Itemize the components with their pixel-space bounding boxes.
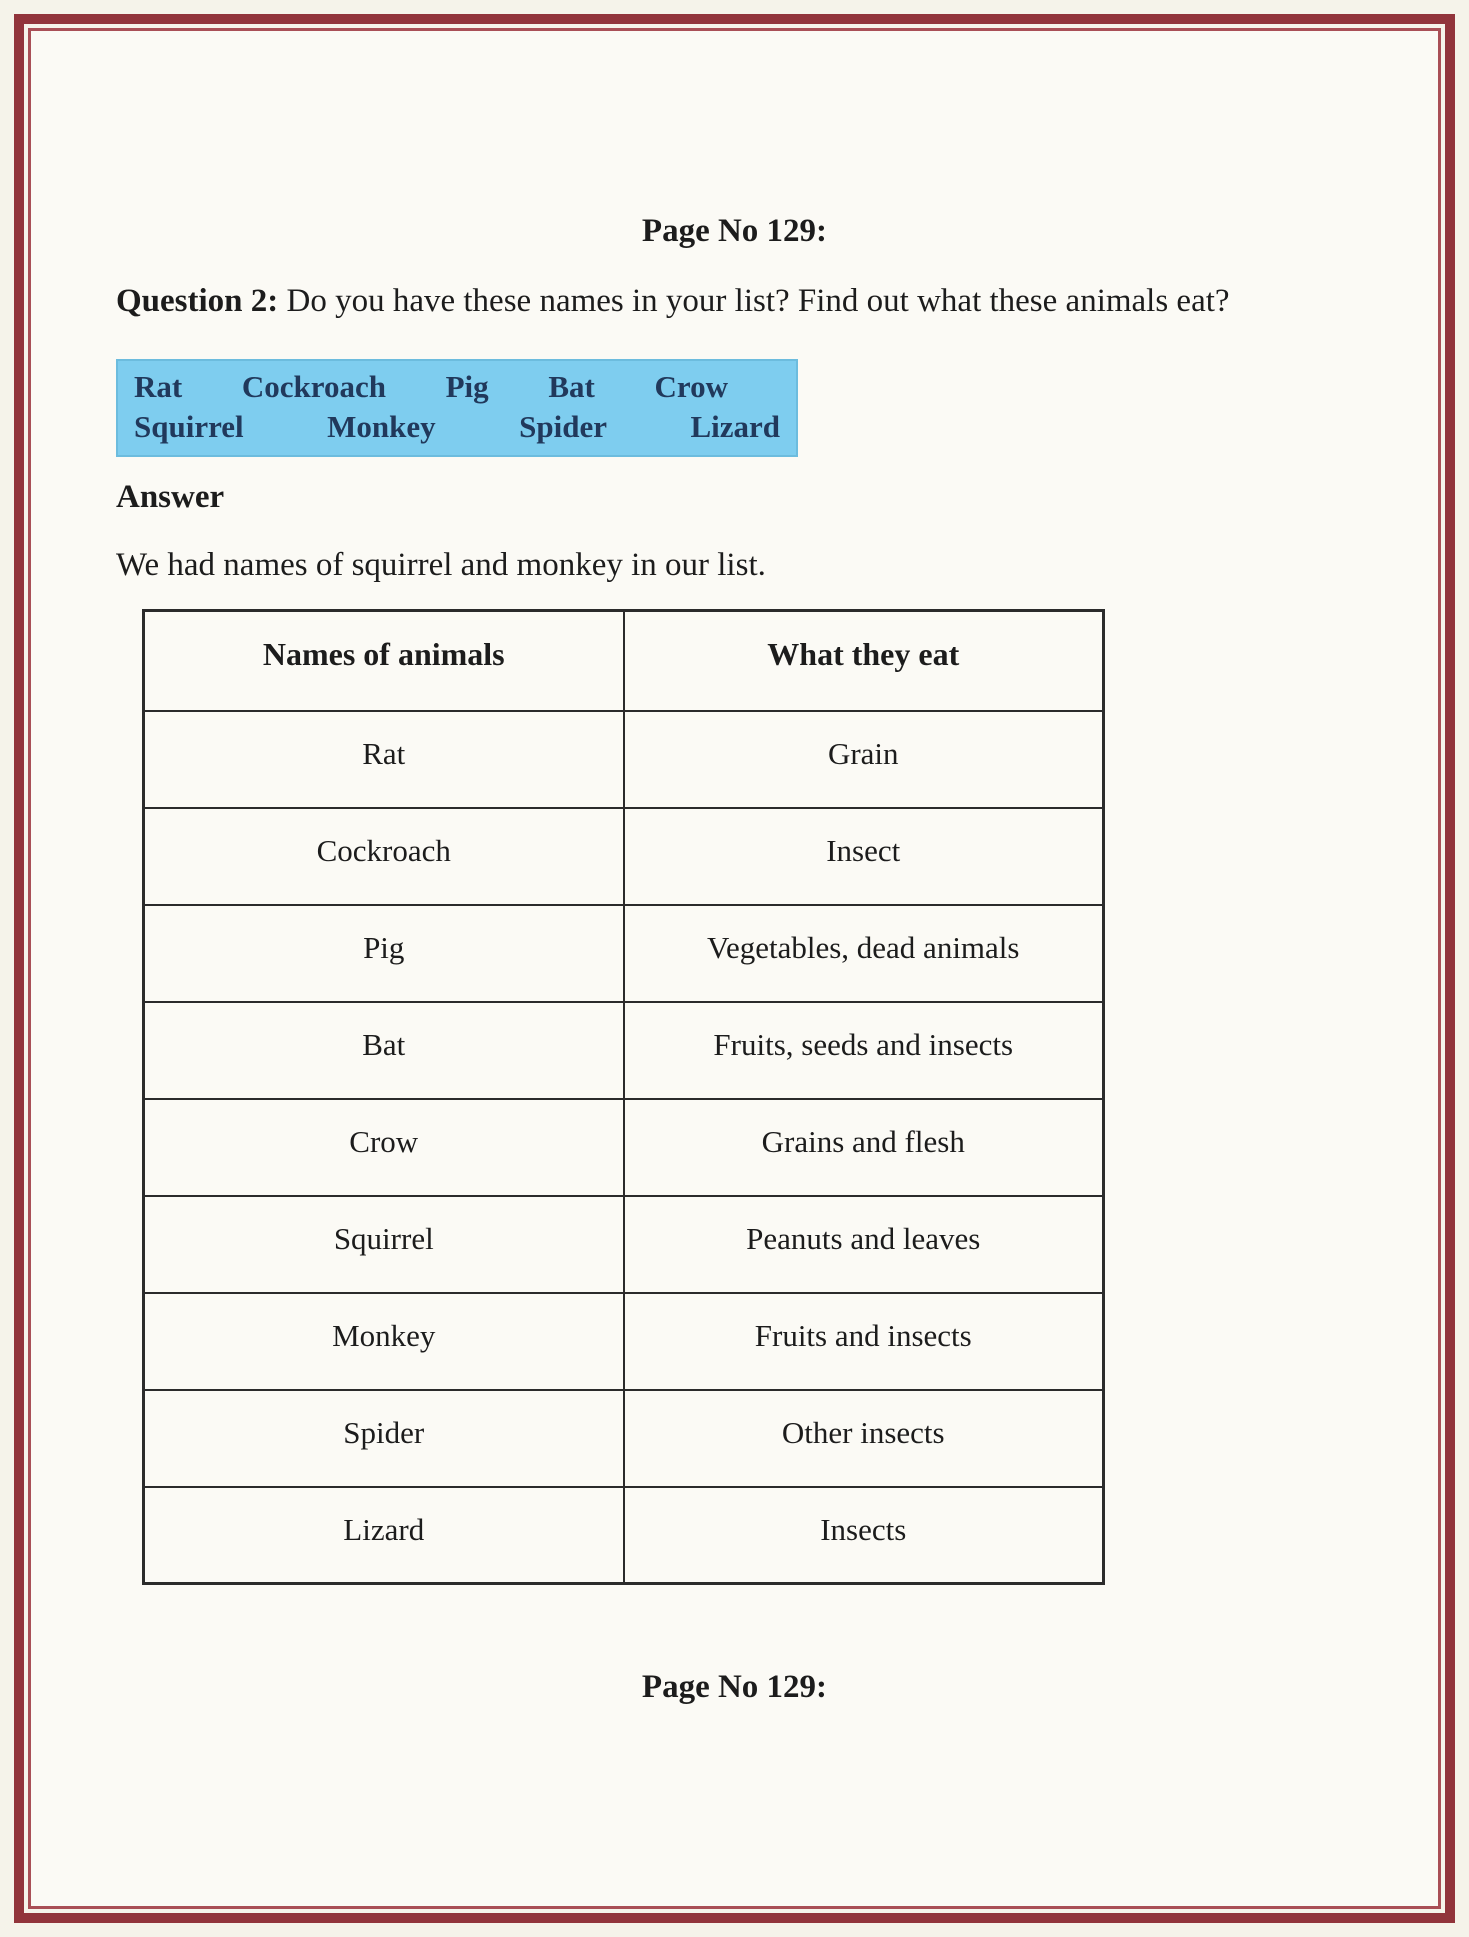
animal-name-word: Pig [445,369,489,404]
answer-sentence: We had names of squirrel and monkey in our list. [116,547,766,583]
page-border-inner [28,28,1441,1909]
table-header [144,611,1104,711]
animal-name-word: Spider [519,409,607,444]
animal-names-row-2 [134,409,780,445]
column-header-diet: What they eat [624,611,1104,711]
diet-cell: Grain [624,711,1104,808]
table-row [144,1390,1104,1487]
animal-cell: Pig [144,905,624,1002]
question-text: Do you have these names in your list? Find out what these animals eat? [286,283,1230,319]
animal-cell: Bat [144,1002,624,1099]
animal-cell: Lizard [144,1487,624,1584]
diet-cell: Insects [624,1487,1104,1584]
page-border-outer [14,14,1455,1923]
question-label: Question 2: [116,283,279,319]
animal-name-word: Lizard [690,409,780,444]
animal-cell: Spider [144,1390,624,1487]
animal-cell: Rat [144,711,624,808]
page-title-bottom: Page No 129: [641,1669,828,1705]
diet-cell: Other insects [624,1390,1104,1487]
diet-cell: Fruits and insects [624,1293,1104,1390]
animals-diet-table [142,609,1105,1585]
table-body [144,711,1104,1584]
page-content [31,31,1438,1906]
animal-names-row-1 [134,369,780,405]
table-row [144,1487,1104,1584]
animal-name-word: Monkey [327,409,436,444]
animal-cell: Monkey [144,1293,624,1390]
animal-cell: Squirrel [144,1196,624,1293]
table-row [144,1099,1104,1196]
animal-names-box [116,359,798,457]
diet-cell: Vegetables, dead animals [624,905,1104,1002]
table-row [144,905,1104,1002]
animal-name-word: Squirrel [134,409,244,444]
animal-name-word: Bat [548,369,595,404]
table-row [144,1002,1104,1099]
table-row [144,1196,1104,1293]
table-row [144,711,1104,808]
animal-name-word: Rat [134,369,183,404]
page-title-top: Page No 129: [641,213,828,249]
diet-cell: Fruits, seeds and insects [624,1002,1104,1099]
answer-heading: Answer [116,479,225,515]
animal-name-word: Crow [654,369,728,404]
diet-cell: Peanuts and leaves [624,1196,1104,1293]
animal-cell: Cockroach [144,808,624,905]
question-paragraph [116,277,1353,326]
animal-name-word: Cockroach [241,369,386,404]
column-header-animals: Names of animals [144,611,624,711]
table-header-row [144,611,1104,711]
table-row [144,808,1104,905]
animal-cell: Crow [144,1099,624,1196]
table-row [144,1293,1104,1390]
diet-cell: Insect [624,808,1104,905]
diet-cell: Grains and flesh [624,1099,1104,1196]
